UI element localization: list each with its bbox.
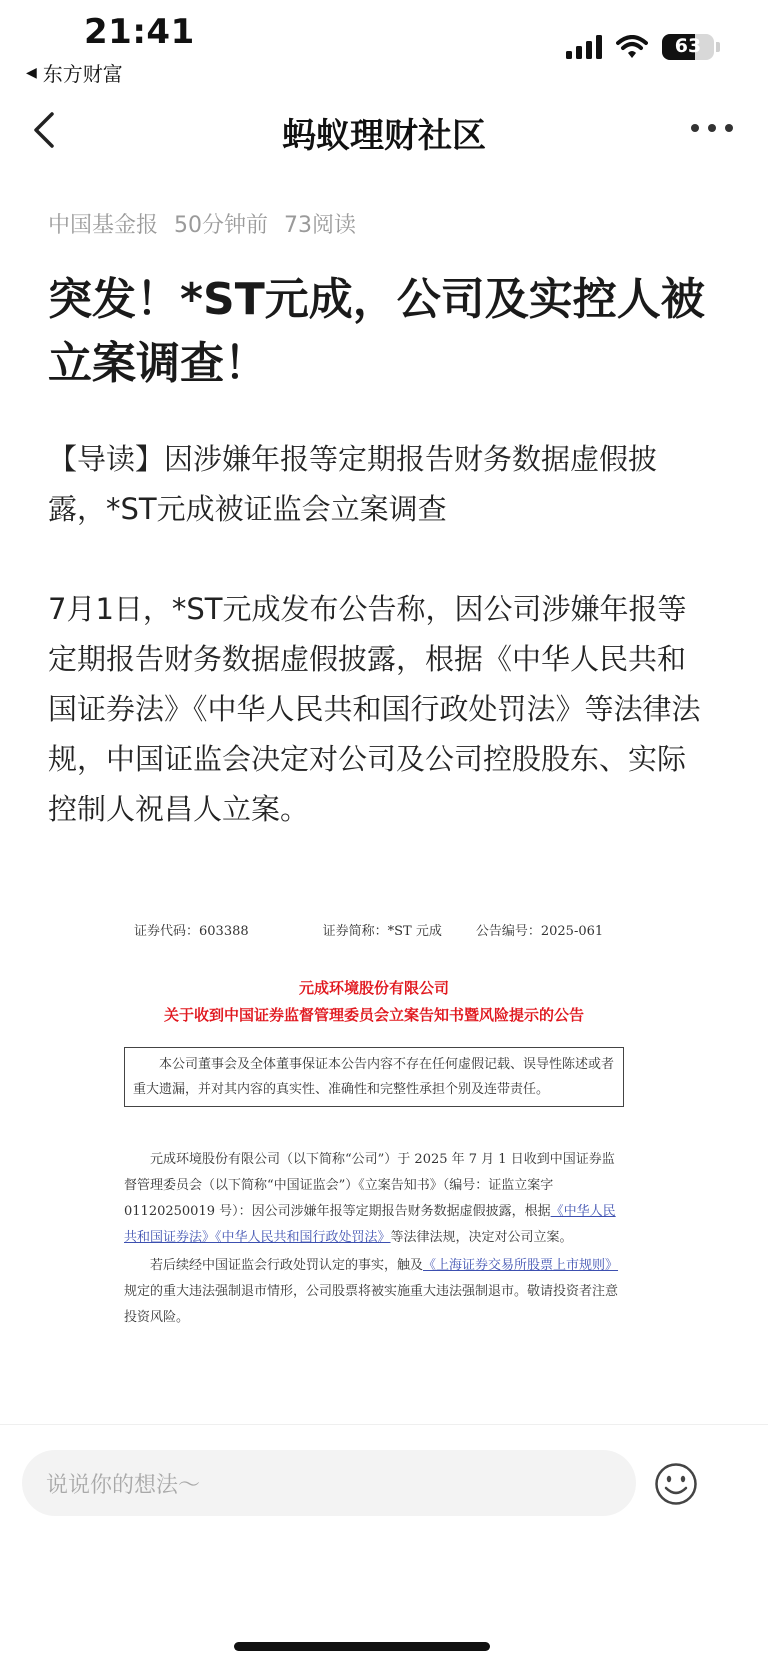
status-icons <box>566 34 720 60</box>
article-reads: 73阅读 <box>284 213 357 238</box>
back-triangle-icon: ◀ <box>26 64 37 81</box>
doc-paragraph-1 <box>124 1147 624 1251</box>
bottom-divider <box>0 1424 768 1425</box>
doc-para1-text-a: 元成环境股份有限公司（以下简称“公司”）于 2025 年 7 月 1 日收到中国证券监督管理委员会（以下简称“中国证监会”）《立案告知书》（编号：证监立案字 01120250019 号）：因公司涉嫌年报等定期报告财务数据虚假披露，根据 <box>124 1152 615 1219</box>
doc-notice-title: 关于收到中国证券监督管理委员会立案告知书暨风险提示的公告 <box>163 1006 584 1024</box>
home-indicator <box>234 1642 490 1651</box>
status-time: 21:41 <box>84 12 195 52</box>
doc-notice-number: 公告编号：2025-061 <box>475 924 604 939</box>
article-time: 50分钟前 <box>174 213 269 238</box>
article-body-paragraph: 7月1日，*ST元成发布公告称，因公司涉嫌年报等定期报告财务数据虚假披露，根据《中华人民共和国证券法》《中华人民共和国行政处罚法》等法律法规，中国证监会决定对公司及公司控股股东、实际控制人祝昌人立案。 <box>48 592 701 826</box>
doc-code-row <box>124 920 624 939</box>
doc-paragraph-2 <box>124 1253 624 1331</box>
back-app-label: 东方财富 <box>42 62 123 86</box>
battery-percent: 63 <box>674 35 702 57</box>
doc-security-short-name: 证券简称：*ST 元成 <box>322 924 442 939</box>
comment-input[interactable]: 说说你的想法～ <box>22 1450 636 1516</box>
doc-link-listing-rules[interactable]: 《上海证券交易所股票上市规则》 <box>423 1258 619 1273</box>
doc-company-name: 元成环境股份有限公司 <box>298 979 449 997</box>
article-lead: 【导读】因涉嫌年报等定期报告财务数据虚假披露，*ST元成被证监会立案调查 <box>48 442 658 526</box>
announcement-document-image[interactable] <box>124 920 624 1331</box>
doc-link-securities-law[interactable]: 《中华人民共和国证券法》 <box>124 1204 616 1245</box>
more-options-icon[interactable] <box>690 118 734 138</box>
article-headline: 突发！*ST元成，公司及实控人被立案调查！ <box>48 274 705 389</box>
wifi-icon <box>616 35 648 59</box>
doc-para2-text-a: 若后续经中国证监会行政处罚认定的事实，触及 <box>150 1258 424 1273</box>
emoji-smile-icon[interactable] <box>654 1462 698 1506</box>
cellular-signal-icon <box>566 35 602 59</box>
article-source[interactable]: 中国基金报 <box>48 213 159 238</box>
page-title: 蚂蚁理财社区 <box>282 116 486 156</box>
doc-disclaimer-box: 本公司董事会及全体董事保证本公告内容不存在任何虚假记载、误导性陈述或者重大遗漏，并对其内容的真实性、准确性和完整性承担个别及连带责任。 <box>124 1047 624 1107</box>
back-to-app-link[interactable] <box>26 58 123 87</box>
doc-para1-text-b: 等法律法规，决定对公司立案。 <box>390 1230 573 1245</box>
doc-link-penalty-law[interactable]: 《中华人民共和国行政处罚法》 <box>215 1230 391 1245</box>
doc-para2-text-b: 规定的重大违法强制退市情形，公司股票将被实施重大违法强制退市。敬请投资者注意投资风险。 <box>124 1284 619 1325</box>
doc-security-code: 证券代码：603388 <box>134 924 249 939</box>
battery-cap <box>716 42 720 52</box>
article-meta <box>48 208 356 239</box>
battery-indicator <box>662 34 714 60</box>
